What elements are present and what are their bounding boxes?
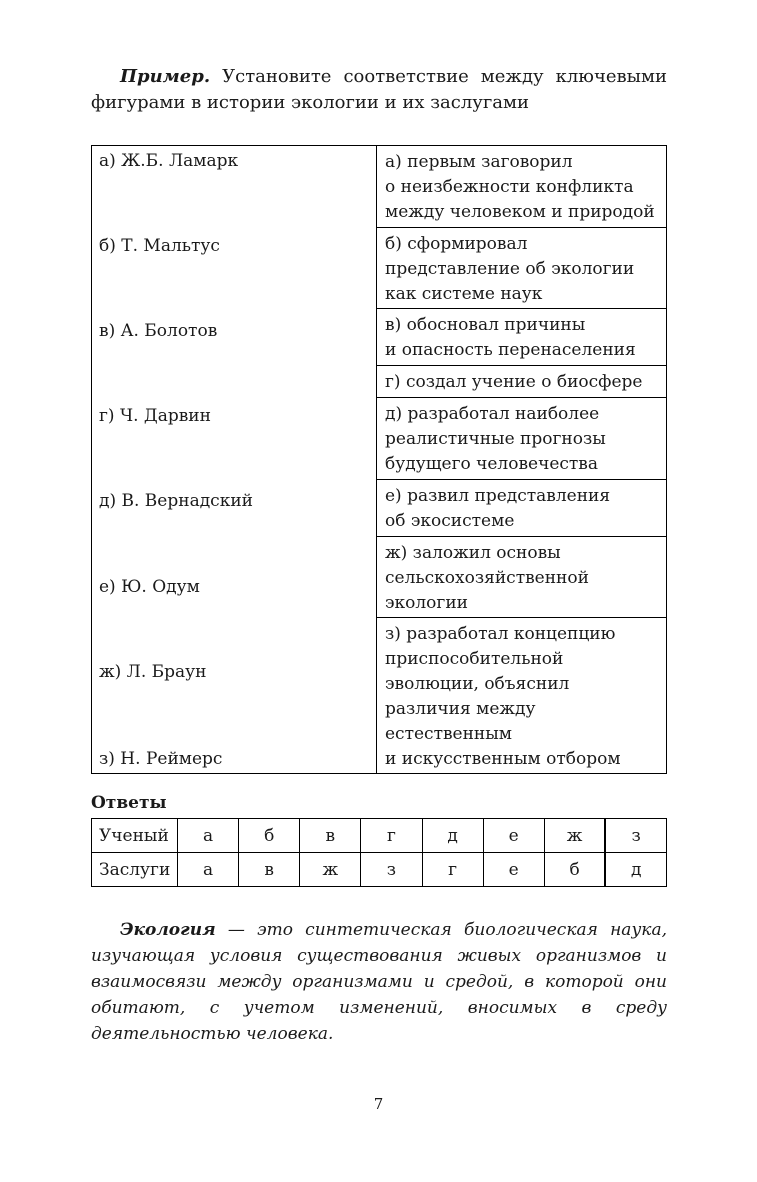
answer-cell: в (300, 819, 361, 853)
answer-cell: в (239, 853, 300, 887)
merit-line: представление об экологии (385, 259, 635, 279)
answer-cell: з (361, 853, 422, 887)
page-number: 7 (373, 1095, 384, 1113)
merit-line: между человеком и природой (385, 202, 655, 222)
scientist-item: з) Н. Реймерс (99, 749, 223, 769)
merit-line: ж) заложил основы (385, 543, 561, 563)
scientist-item: в) А. Болотов (99, 321, 218, 341)
merit-line: об экосистеме (385, 511, 515, 531)
answers-table (91, 818, 667, 887)
merit-line: б) сформировал (385, 234, 528, 254)
answers-heading: Ответы (91, 793, 167, 813)
merit-line: в) обосновал причины (385, 315, 586, 335)
intro-lead: Пример. (120, 66, 211, 87)
scientist-item: д) В. Вернадский (99, 491, 253, 511)
answer-cell: а (178, 819, 239, 853)
scientist-item: а) Ж.Б. Ламарк (99, 151, 239, 171)
scientists-column (92, 146, 377, 773)
merit-cell (377, 618, 666, 773)
merit-line: как системе наук (385, 284, 543, 304)
scientist-item: г) Ч. Дарвин (99, 406, 211, 426)
merit-line: з) разработал концепцию (385, 624, 616, 644)
merit-cell (377, 309, 666, 366)
definition-term: Экология (120, 920, 216, 940)
merit-line: г) создал учение о биосфере (385, 372, 643, 392)
intro-paragraph (91, 64, 667, 116)
answer-cell: б (239, 819, 300, 853)
intro-text: Установите соответствие между ключевыми фигурами в истории экологии и их заслугами (91, 66, 667, 113)
answer-cell: д (605, 853, 666, 887)
answer-cell: е (483, 819, 544, 853)
merit-line: и опасность перенаселения (385, 340, 636, 360)
merit-cell (377, 398, 666, 480)
merit-line: будущего человечества (385, 454, 599, 474)
merit-cell (377, 537, 666, 618)
scientist-item: ж) Л. Браун (99, 662, 207, 682)
merit-line: и искусственным отбором (385, 749, 621, 769)
merit-line: реалистичные прогнозы (385, 429, 606, 449)
answers-row-merits (92, 853, 667, 887)
merit-cell (377, 146, 666, 228)
answer-cell: а (178, 853, 239, 887)
merit-line: экологии (385, 593, 468, 613)
merit-cell (377, 366, 666, 398)
answer-cell: ж (544, 819, 605, 853)
merit-cell (377, 228, 666, 309)
row-label: Заслуги (92, 853, 178, 887)
merit-line: приспособительной (385, 649, 564, 669)
merit-line: сельскохозяйственной (385, 568, 589, 588)
answer-cell: г (422, 853, 483, 887)
merit-line: эволюции, объяснил (385, 674, 570, 694)
answer-cell: ж (300, 853, 361, 887)
merit-line: а) первым заговорил (385, 152, 573, 172)
merit-line: различия между (385, 699, 536, 719)
merit-cell (377, 480, 666, 537)
scientist-item: е) Ю. Одум (99, 577, 200, 597)
row-label: Ученый (92, 819, 178, 853)
answer-cell: б (544, 853, 605, 887)
answer-cell: г (361, 819, 422, 853)
answers-row-scientists (92, 819, 667, 853)
merit-line: е) развил представления (385, 486, 611, 506)
answer-cell: з (605, 819, 666, 853)
merit-line: естественным (385, 724, 513, 744)
scientist-item: б) Т. Мальтус (99, 236, 220, 256)
definition-text: — это синтетическая биологическая наука, изучающая условия существования живых организмов и взаимосвязи между организмами и средой, в которой они обитают, с учетом изменений, вносимых в среду деятельностью человека. (91, 920, 667, 1044)
answer-cell: д (422, 819, 483, 853)
merit-line: о неизбежности конфликта (385, 177, 634, 197)
answer-cell: е (483, 853, 544, 887)
merit-line: д) разработал наиболее (385, 404, 600, 424)
definition-paragraph (91, 917, 667, 1047)
merits-column (377, 146, 666, 773)
matching-table (91, 145, 667, 774)
